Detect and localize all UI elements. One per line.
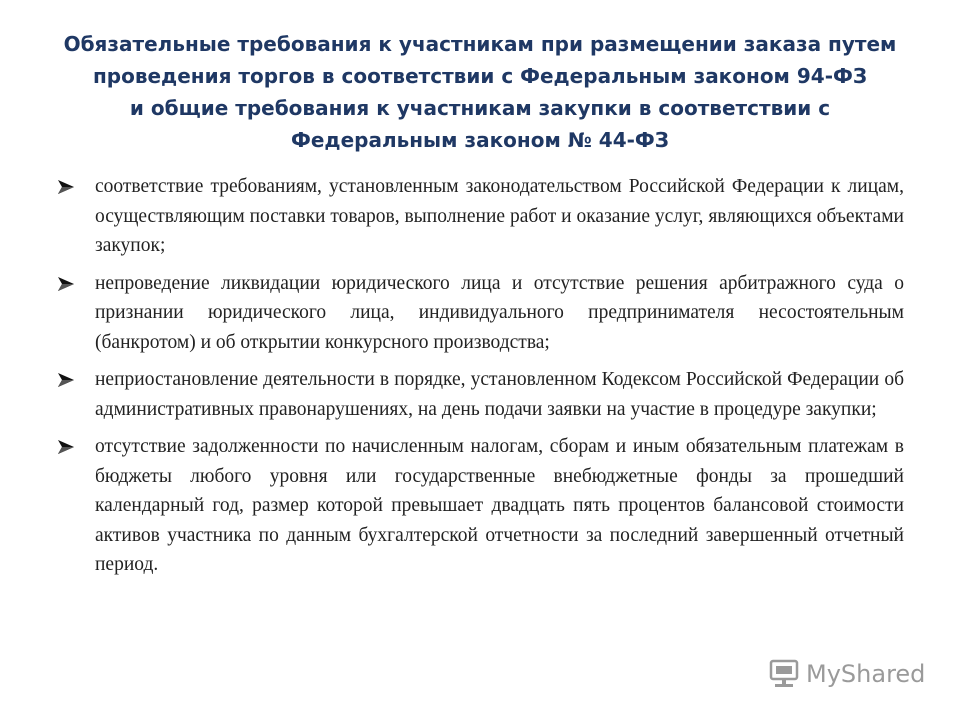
arrow-bullet-icon [58,277,74,291]
watermark-text: MyShared [806,660,926,688]
watermark [768,658,925,690]
list-item [58,432,904,580]
title-line-2: проведения торгов в соответствии с Федеральным законом 94-ФЗ [92,64,868,88]
slide-title [40,28,920,156]
title-line-3: и общие требования к участникам закупки в соответствии с [129,96,831,120]
list-item [58,172,904,261]
list-item [58,269,904,358]
list-item-text: непроведение ликвидации юридического лица и отсутствие решения арбитражного суда о признании юридического лица, индивидуального предпринимателя несостоятельным (банкротом) и об открытии конкурсного производства; [95,272,904,353]
list-item-text: неприостановление деятельности в порядке, установленном Кодексом Российской Федерации об административных правонарушениях, на день подачи заявки на участие в процедуре закупки; [95,369,904,420]
list-item [58,365,904,424]
mysharec-logo-icon [768,659,800,689]
title-line-1: Обязательные требования к участникам при размещении заказа путем [63,32,897,56]
arrow-bullet-icon [58,373,74,387]
title-line-4: Федеральным законом № 44-ФЗ [291,128,669,152]
arrow-bullet-icon [58,180,74,194]
list-item-text: отсутствие задолженности по начисленным налогам, сборам и иным обязательным платежам в бюджеты любого уровня или государственные внебюджетные фонды за прошедший календарный год, размер которой превышает двадцать пять процентов балансовой стоимости активов участника по данным бухгалтерской отчетности за последний завершенный отчетный период. [95,436,904,575]
arrow-bullet-icon [58,440,74,454]
list-item-text: соответствие требованиям, установленным законодательством Российской Федерации к лицам, осуществляющим поставки товаров, выполнение работ и оказание услуг, являющихся объектами закупок; [95,176,904,256]
requirements-list [58,172,904,588]
